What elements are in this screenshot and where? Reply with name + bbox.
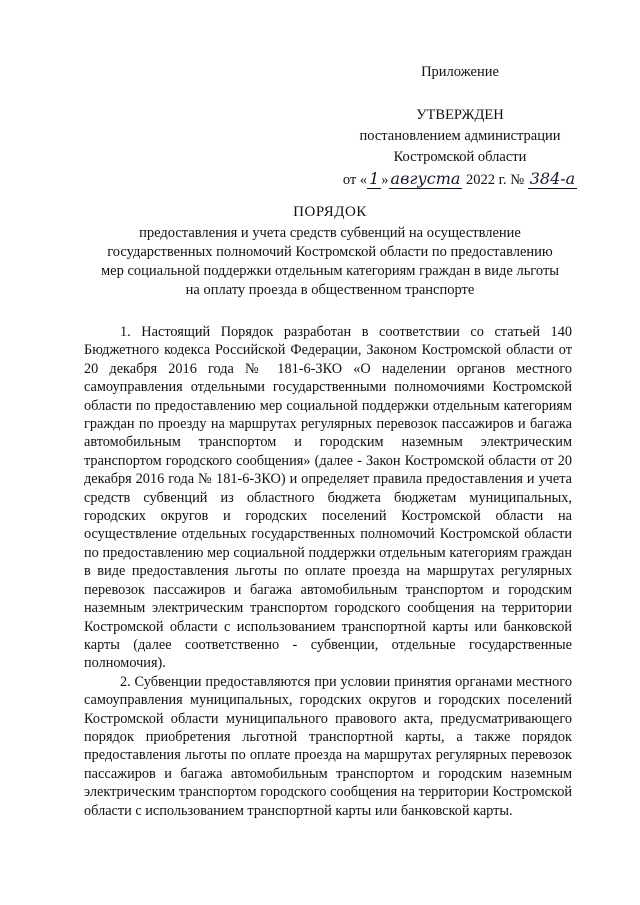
- approval-stamp-block: [300, 62, 620, 191]
- region-line: Костромской области: [393, 149, 527, 165]
- document-heading: ПОРЯДОК: [293, 204, 367, 220]
- title-line: предоставления и учета средств субвенций на осуществление: [139, 225, 521, 241]
- title-line: на оплату проезда в общественном транспорте: [185, 282, 475, 298]
- document-title-block: [70, 203, 590, 300]
- handwritten-month: августа: [390, 169, 461, 188]
- handwritten-number: 384-а: [529, 169, 576, 188]
- handwritten-day: 1: [369, 169, 380, 188]
- title-line: государственных полномочий Костромской области по предоставлению: [107, 244, 553, 260]
- approved-label: УТВЕРЖДЕН: [416, 107, 504, 123]
- year-text: 2022 г. №: [466, 172, 525, 188]
- decree-date-line: [300, 168, 620, 191]
- document-body: [84, 323, 572, 820]
- date-prefix: от «: [342, 172, 368, 188]
- paragraph-2: 2. Субвенции предоставляются при условии принятия органами местного самоуправления муниципальных, городских округов и городских поселений Костромской области муниципального правового акта, предусматривающего порядок приобретения льготной транспортной карты, а также порядок предоставления льготы по оплате проезда на маршрутах регулярных перевозок пассажиров и багажа автомобильным транспортом и городским наземным электрическим транспортом городского сообщения на территории Костромской области с использованием транспортной карты или банковской карты.: [84, 673, 572, 819]
- annex-label: Приложение: [421, 64, 499, 80]
- paragraph-1: 1. Настоящий Порядок разработан в соответствии со статьей 140 Бюджетного кодекса Российской Федерации, Законом Костромской области от 20 декабря 2016 года № 181-6-ЗКО «О наделении органов местного самоуправления отдельными государственными полномочиями Костромской области по предоставлению мер социальной поддержки отдельным категориям граждан по проезду на маршрутах регулярных перевозок пассажиров и багажа автомобильным транспортом и городским наземным электрическим транспортом городского сообщения» (далее - Закон Костромской области от 20 декабря 2016 года № 181-6-ЗКО) и определяет правила предоставления и учета средств субвенций из областного бюджета бюджетам муниципальных, городских округов и городских поселений Костромской области на осуществление отдельных государственных полномочий Костромской области по предоставлению мер социальной поддержки отдельным категориям граждан в виде предоставления льготы по оплате проезда на маршрутах регулярных перевозок пассажиров и багажа автомобильным транспортом и городским наземным электрическим транспортом городского сообщения на территории Костромской области с использованием транспортной карты или банковской карты (далее соответственно - субвенции, отдельные государственные полномочия).: [84, 324, 572, 672]
- title-line: мер социальной поддержки отдельным категориям граждан в виде льготы: [100, 263, 560, 279]
- decree-line: постановлением администрации: [359, 128, 561, 144]
- date-mid: »: [381, 172, 389, 188]
